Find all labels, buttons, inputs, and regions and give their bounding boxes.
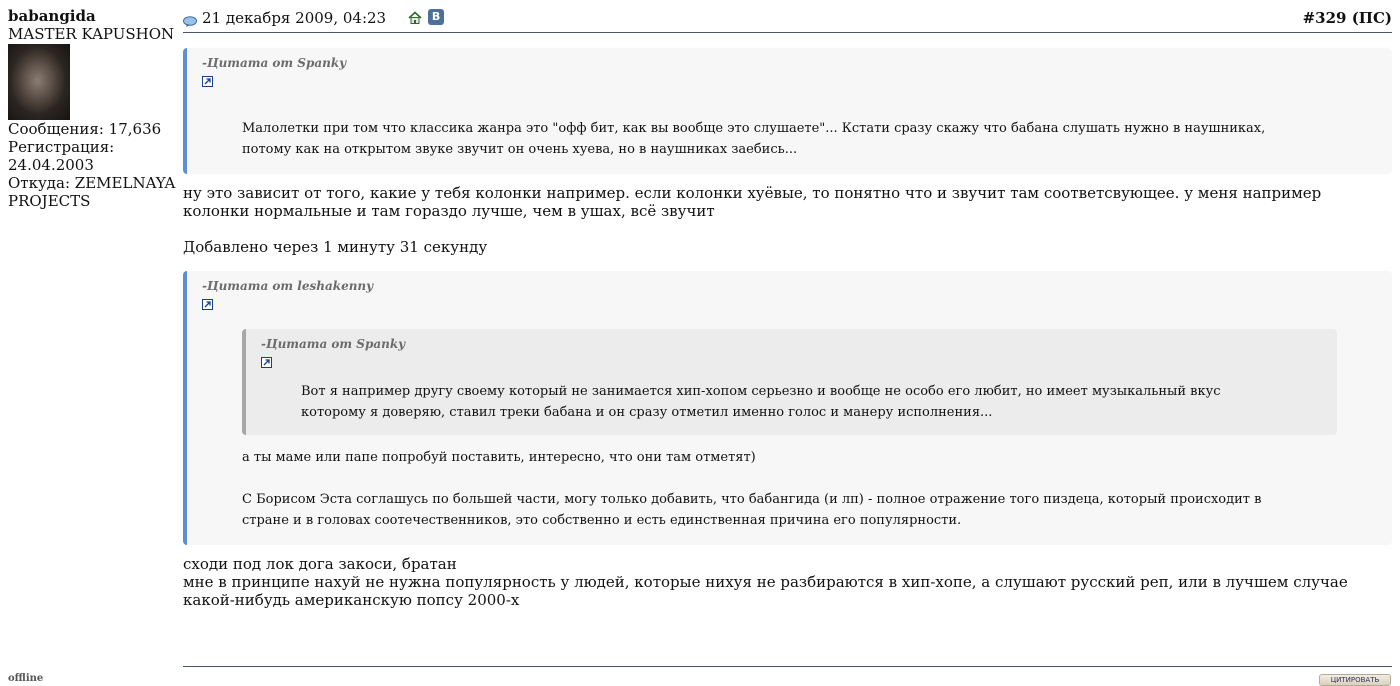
post-tag: (ПС) <box>1351 9 1392 27</box>
post-reply-line-2: мне в принципе нахуй не нужна популярность у людей, которые нихуя не разбираются в хип-хопе, а слушают русский реп, или в лучшем случае какой-нибудь американскую попсу 2000-х <box>183 573 1348 609</box>
username[interactable]: babangida <box>8 7 96 25</box>
user-location: Откуда: ZEMELNAYA PROJECTS <box>8 174 176 210</box>
online-status: offline <box>8 673 44 684</box>
quote-reply-a: а ты маме или папе попробуй поставить, интересно, что они там отметят) <box>242 450 756 465</box>
user-registration: Регистрация: 24.04.2003 <box>8 138 115 174</box>
post-reply-text: ну это зависит от того, какие у тебя колонки например. если колонки хуёвые, то понятно что и звучит там соответсвующее. у меня например колонки нормальные и там гораздо лучше, чем в ушах, всё звучит <box>183 184 1322 220</box>
nested-quote-author: -Цитата от Spanky <box>261 337 406 351</box>
post-number-block <box>1303 9 1392 27</box>
post-icon <box>183 13 197 24</box>
quote-block <box>183 271 1392 545</box>
post-footer-divider <box>183 666 1392 667</box>
quote-button[interactable]: ЦИТИРОВАТЬ <box>1319 674 1391 686</box>
quote-author: -Цитата от Spanky <box>202 56 347 70</box>
nested-quote-text: Вот я например другу своему который не занимается хип-хопом серьезно и вообще не особо его любит, но имеет музыкальный вкус которому я доверяю, ставил треки бабана и он сразу отметил именно голос и манеру исполнения... <box>301 384 1221 420</box>
user-rank: MASTER KAPUSHON <box>8 25 175 43</box>
user-post-count: Сообщения: 17,636 <box>8 120 162 138</box>
added-note: Добавлено через 1 минуту 31 секунду <box>183 238 488 256</box>
post <box>183 0 1392 684</box>
quote-author: -Цитата от leshakenny <box>202 279 374 293</box>
post-number[interactable]: #329 <box>1302 9 1347 27</box>
home-icon[interactable] <box>408 11 422 25</box>
quote-reply-b: С Борисом Эста соглашусь по большей части, могу только добавить, что бабангида (и лп) - полное отражение того пиздеца, который происходит в стране и в головах соотечественников, это собственно и есть единственная причина его популярности. <box>242 492 1262 528</box>
quote-link-icon[interactable] <box>261 357 272 368</box>
vk-share-icon[interactable]: В <box>428 9 444 25</box>
post-reply-line-1: сходи под лок дога закоси, братан <box>183 555 457 573</box>
quote-block <box>183 48 1392 174</box>
user-sidebar <box>8 7 178 210</box>
quote-link-icon[interactable] <box>202 76 213 87</box>
quote-link-icon[interactable] <box>202 299 213 310</box>
post-header <box>183 0 1392 33</box>
avatar[interactable] <box>8 44 70 120</box>
post-date: 21 декабря 2009, 04:23 <box>202 9 387 27</box>
nested-quote-block <box>242 329 1337 435</box>
quote-text: Малолетки при том что классика жанра это "офф бит, как вы вообще это слушаете"... Кстати сразу скажу что бабана слушать нужно в наушниках, потому как на открытом звуке звучит он очень хуева, но в наушниках заебись... <box>242 121 1266 157</box>
